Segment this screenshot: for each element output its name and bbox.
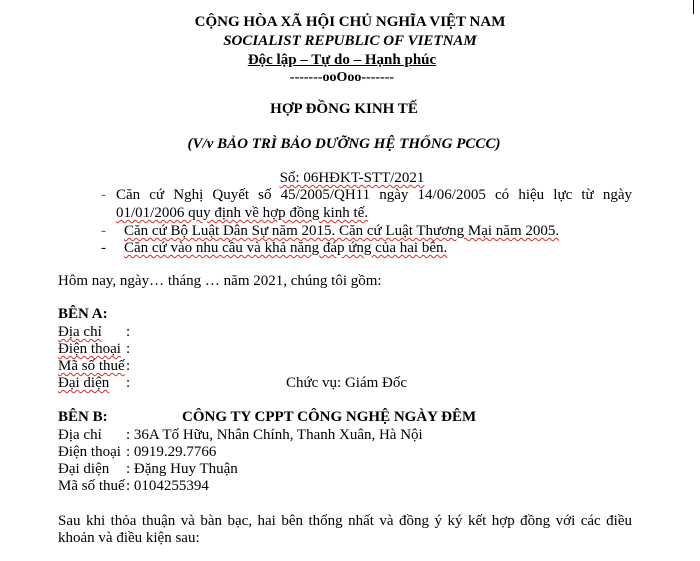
basis-item-1-cont: 01/01/2006 quy định về hợp đồng kinh tế. <box>116 205 369 221</box>
party-a-position: Chức vụ: Giám Đốc <box>286 375 408 391</box>
party-a-address-label: Địa chỉ <box>58 324 102 340</box>
header-separator: -------ooOoo------- <box>289 70 395 85</box>
party-b-address-value: : 36A Tố Hữu, Nhân Chính, Thanh Xuân, Hà Nội <box>126 427 423 443</box>
contract-title: HỢP ĐỒNG KINH TẾ <box>270 101 418 117</box>
party-a-address-value: : <box>126 324 131 340</box>
party-b-rep-value: : Đặng Huy Thuận <box>126 461 238 477</box>
contract-subtitle: (V/v BẢO TRÌ BẢO DƯỠNG HỆ THỐNG PCCC) <box>187 136 501 152</box>
party-a-tax-value: : <box>126 358 131 374</box>
page-corner-mark <box>693 0 694 14</box>
basis-item-3: Căn cứ vào nhu cầu và khả năng đáp ứng của hai bên. <box>124 240 448 256</box>
party-a-rep-label: Đại diện <box>58 375 110 391</box>
party-b-address-label: Địa chỉ <box>58 427 102 443</box>
basis-item-2: Căn cứ Bộ Luật Dân Sự năm 2015. Căn cứ Luật Thương Mại năm 2005. <box>124 223 560 239</box>
basis-item-1: Căn cứ Nghị Quyết số 45/2005/QH11 ngày 14/06/2005 có hiệu lực từ ngày <box>116 187 632 203</box>
bullet-dash: - <box>101 223 106 239</box>
national-title-en: SOCIALIST REPUBLIC OF VIETNAM <box>223 33 477 49</box>
party-b-company: CÔNG TY CPPT CÔNG NGHỆ NGÀY ĐÊM <box>182 409 477 425</box>
party-a-rep-value: : <box>126 375 131 391</box>
party-b-rep-label: Đại diện <box>58 461 110 477</box>
party-a-phone-value: : <box>126 341 131 357</box>
closing-paragraph-cont: khoản và điều kiện sau: <box>58 530 200 546</box>
contract-number: Số: 06HĐKT-STT/2021 <box>279 170 425 186</box>
party-b-heading: BÊN B: <box>58 409 108 425</box>
party-b-tax-label: Mã số thuế <box>58 478 125 494</box>
intro-line: Hôm nay, ngày… tháng … năm 2021, chúng tôi gồm: <box>58 273 382 289</box>
bullet-dash: - <box>101 187 106 203</box>
national-title-vn: CỘNG HÒA XÃ HỘI CHỦ NGHĨA VIỆT NAM <box>194 14 506 30</box>
party-a-heading: BÊN A: <box>58 306 108 322</box>
national-motto: Độc lập – Tự do – Hạnh phúc <box>247 52 437 68</box>
closing-paragraph: Sau khi thỏa thuận và bàn bạc, hai bên thống nhất và đồng ý ký kết hợp đồng với các điều <box>58 513 632 529</box>
party-a-tax-label: Mã số thuế <box>58 358 125 374</box>
party-b-phone-value: : 0919.29.7766 <box>126 444 217 460</box>
party-b-phone-label: Điện thoại <box>58 444 121 460</box>
party-a-phone-label: Điện thoại <box>58 341 121 357</box>
party-b-tax-value: : 0104255394 <box>126 478 209 494</box>
bullet-dash: - <box>101 240 106 256</box>
